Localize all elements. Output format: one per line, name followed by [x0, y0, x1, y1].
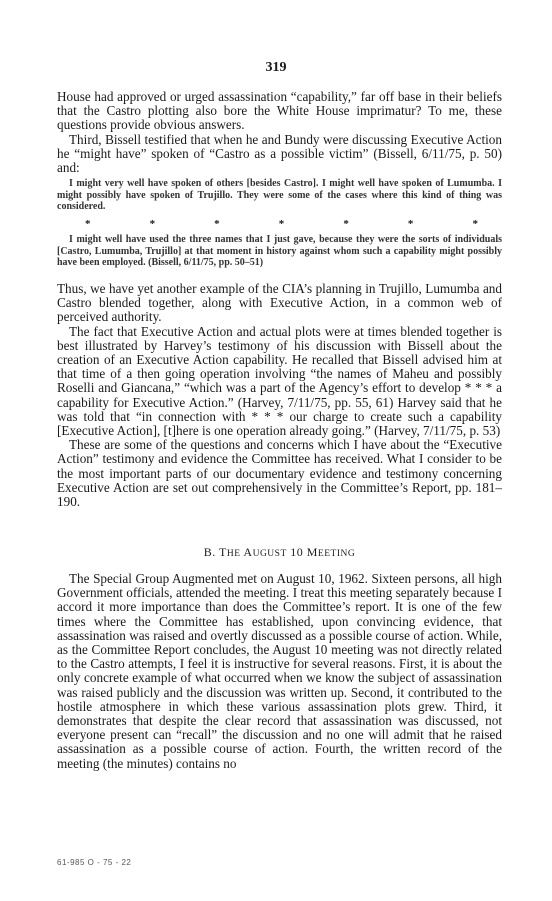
heading-part: EETING: [317, 549, 356, 559]
block-quote-1: [57, 178, 502, 213]
ellipsis-stars: [57, 214, 502, 232]
body-text-bottom: [57, 572, 502, 771]
heading-prefix: B. T: [203, 545, 227, 559]
heading-part: A: [243, 545, 253, 559]
heading-part: HE: [226, 549, 241, 559]
heading-part: 10: [290, 545, 304, 559]
heading-part: M: [306, 545, 318, 559]
star: *: [472, 218, 478, 230]
paragraph: Thus, we have yet another example of the CIA’s planning in Trujillo, Lumumba and Castro blended together, along with Executive Action, in a common web of perceived authority.: [57, 281, 502, 325]
paragraph: Third, Bissell testified that when he and Bundy were discussing Executive Action he “might have” spoken of “Castro as a possible victim” (Bissell, 6/11/75, p. 50) and:: [57, 131, 502, 176]
body-text-top: [57, 90, 502, 175]
quote-text: I might well have used the three names that I just gave, because they were the sorts of individuals [Castro, Lumumba, Trujillo] at that moment in history against whom such a capability might possibly have been employed. (Bissell, 6/11/75, pp. 50–51): [57, 234, 502, 269]
quote-text: I might very well have spoken of others [besides Castro]. I might well have spoken of Lumumba. I might possibly have spoken of Trujillo. They were some of the cases where this kind of thing was considered.: [57, 178, 502, 213]
star: *: [343, 218, 349, 230]
star: *: [85, 218, 91, 230]
page-number: 319: [265, 60, 287, 75]
star: *: [214, 218, 220, 230]
paragraph: The Special Group Augmented met on August 10, 1962. Sixteen persons, all high Government officials, attended the meeting. I treat this meeting separately because I accord it more importance than does the Committee’s report. It is one of the few times where the Committee has established, upon convincing evidence, that assassination was raised and overtly discussed as a possible course of action. While, as the Committee Report concludes, the August 10 meeting was not directly related to the Castro attempts, I feel it is instructive for several reasons. First, it is about the only concrete example of what occurred when we know the subject of assassination was raised publicly and the discussion was written up. Second, it contributed to the hostile atmosphere in which these various assassination plots grew. Third, it demonstrates that despite the clear record that assassination was discussed, not everyone present can “recall” the discussion and no one will admit that he raised assassination as a possible course of action. Fourth, the written record of the meeting (the minutes) contains no: [57, 571, 502, 771]
print-code-footer: 61-985 O - 75 - 22: [57, 858, 132, 867]
star: *: [407, 218, 414, 230]
body-text-middle: [57, 282, 502, 509]
star: *: [278, 218, 285, 230]
star: *: [149, 218, 156, 230]
heading-part: UGUST: [252, 549, 287, 559]
paragraph: House had approved or urged assassination “capability,” far off base in their beliefs that the Castro plotting also bore the White House imprimatur? To me, these questions provide obvious answers.: [57, 89, 502, 133]
paragraph: The fact that Executive Action and actual plots were at times blended together is best illustrated by Harvey’s testimony of his discussion with Bissell about the creation of an Executive Action capability. He recalled that Bissell advised him at that time of a then going operation involving “the names of Maheu and possibly Roselli and Giancana,” “which was a part of the Agency’s effort to develop * * * a capability for Executive Action.” (Harvey, 7/11/75, pp. 55, 61) Harvey said that he was told that “in connection with * * * our charge to create such a capability [Executive Action], [t]here is one operation already going.” (Harvey, 7/11/75, p. 53): [57, 323, 502, 439]
block-quote-2: [57, 234, 502, 269]
section-heading: [57, 545, 502, 560]
paragraph: These are some of the questions and concerns which I have about the “Executive Action” testimony and evidence the Committee has received. What I consider to be the most important parts of our documentary evidence and testimony concerning Executive Action are set out comprehensively in the Committee’s Report, pp. 181–190.: [57, 437, 502, 510]
